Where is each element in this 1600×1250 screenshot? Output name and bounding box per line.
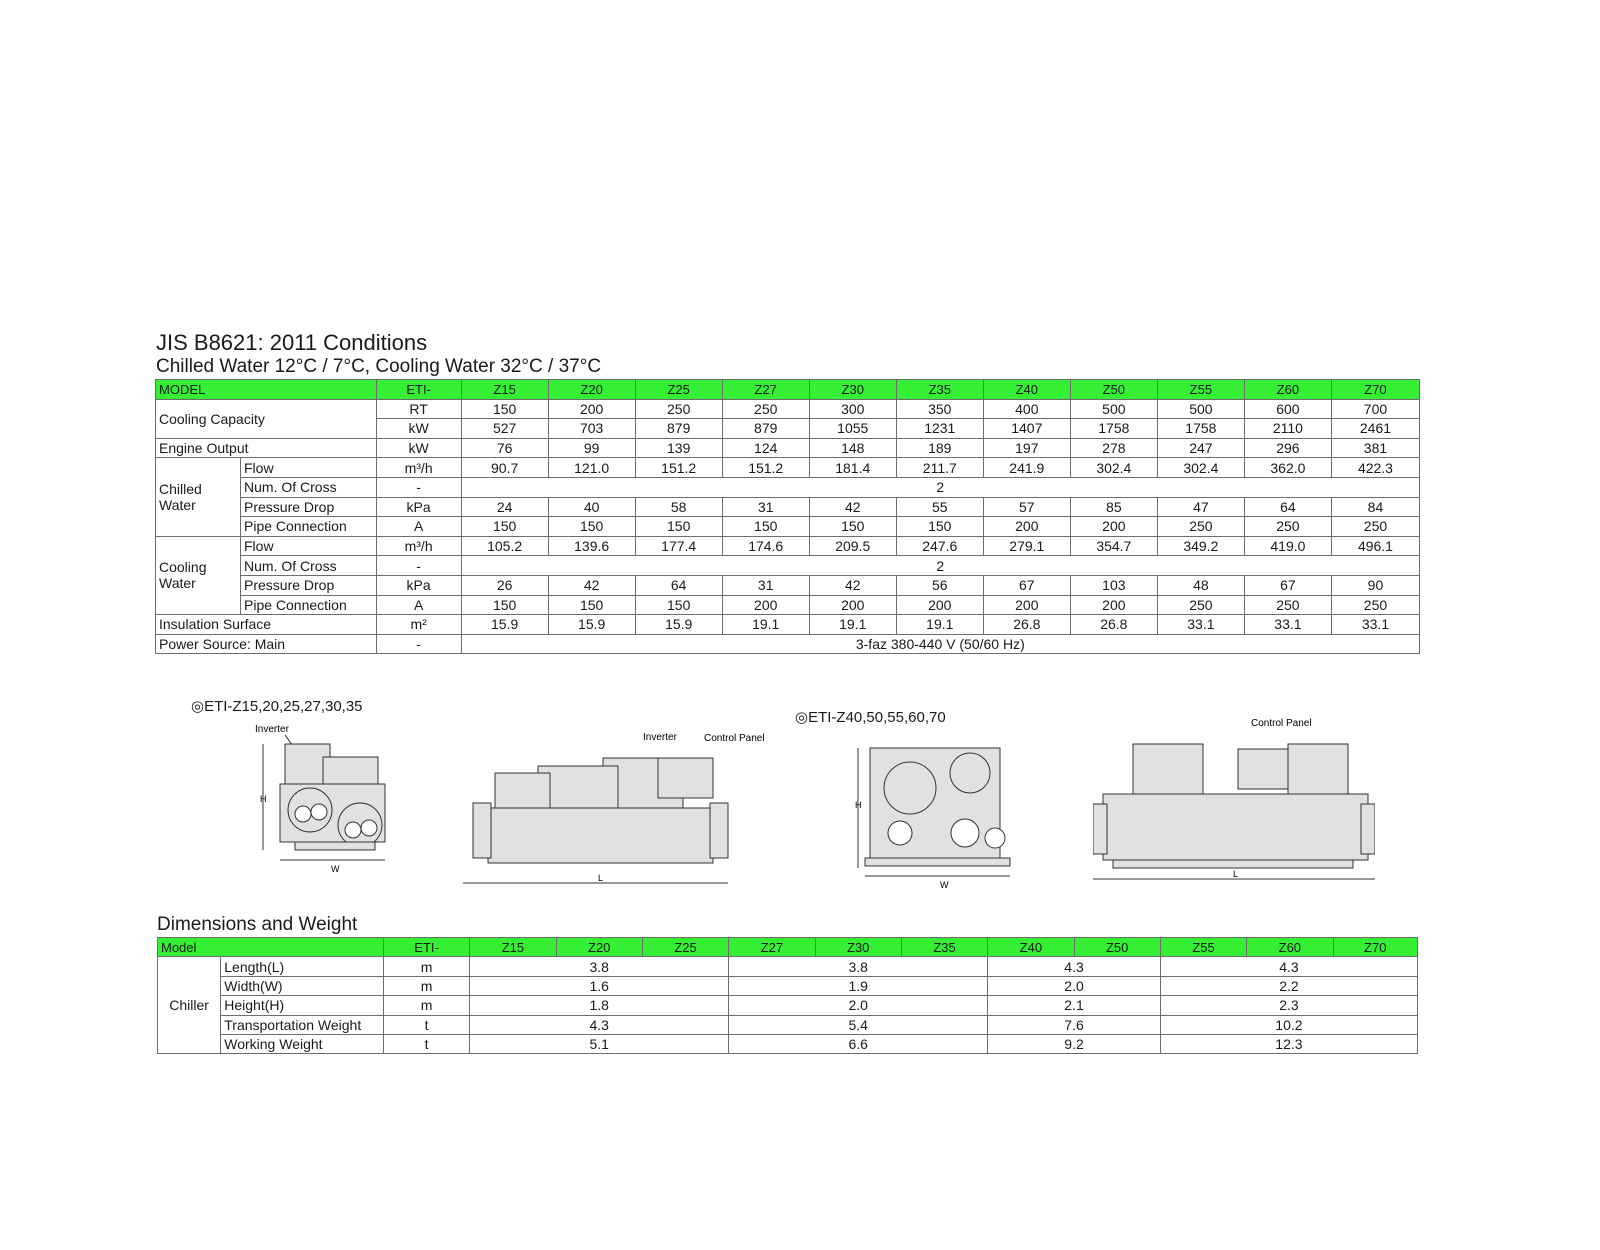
model-header: Model [158, 938, 384, 957]
value-cell: 3.8 [470, 957, 729, 976]
unit-cell: t [383, 1034, 469, 1053]
value-cell: 250 [722, 399, 809, 419]
value-cell: 302.4 [1070, 458, 1157, 478]
model-cell: Z27 [722, 380, 809, 400]
chilled-pressure-drop-row [156, 497, 1420, 517]
value-cell: 200 [548, 399, 635, 419]
value-cell: 33.1 [1244, 615, 1331, 635]
model-cell: Z55 [1157, 380, 1244, 400]
value-cell: 19.1 [722, 615, 809, 635]
value-cell: 58 [635, 497, 722, 517]
value-cell: 33.1 [1331, 615, 1419, 635]
value-cell: 349.2 [1157, 536, 1244, 556]
value-cell: 302.4 [1157, 458, 1244, 478]
value-cell: 15.9 [635, 615, 722, 635]
chilled-pipe-row [156, 517, 1420, 537]
row-label: Pipe Connection [241, 595, 377, 615]
value-cell: 200 [983, 517, 1070, 537]
model-cell: Z50 [1070, 380, 1157, 400]
value-cell: 151.2 [635, 458, 722, 478]
value-cell: 1407 [983, 419, 1070, 439]
unit-cell: m [383, 976, 469, 995]
cooling-capacity-rt-row [156, 399, 1420, 419]
unit-cell: m³/h [376, 458, 461, 478]
value-cell: 3.8 [729, 957, 988, 976]
value-cell: 200 [896, 595, 983, 615]
row-label: Pressure Drop [241, 497, 377, 517]
cooling-flow-row [156, 536, 1420, 556]
model-cell: Z27 [729, 938, 815, 957]
large-chiller-side-view [1093, 714, 1375, 894]
value-cell: 5.1 [470, 1034, 729, 1053]
unit-cell: - [376, 634, 461, 654]
value-cell: 250 [635, 399, 722, 419]
value-cell: 200 [1070, 517, 1157, 537]
value-cell: 150 [461, 595, 548, 615]
value-cell: 189 [896, 438, 983, 458]
value-cell: 90 [1331, 575, 1419, 595]
unit-cell: m² [376, 615, 461, 635]
value-cell: 209.5 [809, 536, 896, 556]
control-panel-callout: Control Panel [1251, 718, 1312, 729]
unit-header: ETI- [376, 380, 461, 400]
value-cell: 124 [722, 438, 809, 458]
value-cell: 879 [722, 419, 809, 439]
value-cell: 400 [983, 399, 1070, 419]
value-cell: 879 [635, 419, 722, 439]
engine-output-label: Engine Output [156, 438, 377, 458]
value-cell: 121.0 [548, 458, 635, 478]
large-chiller-front-view [850, 728, 1025, 893]
value-cell: 40 [548, 497, 635, 517]
width-label: W [940, 880, 949, 890]
value-cell: 26.8 [983, 615, 1070, 635]
value-cell: 241.9 [983, 458, 1070, 478]
value-cell: 85 [1070, 497, 1157, 517]
value-cell: 67 [1244, 575, 1331, 595]
unit-cell: - [376, 477, 461, 497]
value-cell: 211.7 [896, 458, 983, 478]
unit-cell: kPa [376, 575, 461, 595]
model-cell: Z70 [1331, 380, 1419, 400]
value-cell: 33.1 [1157, 615, 1244, 635]
inverter-callout: Inverter [255, 724, 289, 735]
unit-cell: RT [376, 399, 461, 419]
cooling-capacity-label: Cooling Capacity [156, 399, 377, 438]
drawing-group1-title: ◎ETI-Z15,20,25,27,30,35 [191, 698, 363, 715]
cooling-pipe-row [156, 595, 1420, 615]
height-label: H [260, 794, 267, 804]
value-cell: 150 [635, 517, 722, 537]
value-cell: 24 [461, 497, 548, 517]
value-cell: 31 [722, 497, 809, 517]
value-cell: 2.2 [1160, 976, 1417, 995]
drawing-group2-title: ◎ETI-Z40,50,55,60,70 [795, 709, 946, 726]
value-cell: 150 [548, 595, 635, 615]
model-cell: Z60 [1244, 380, 1331, 400]
row-label: Flow [241, 458, 377, 478]
value-cell: 278 [1070, 438, 1157, 458]
small-chiller-side-view [463, 728, 793, 893]
value-cell: 354.7 [1070, 536, 1157, 556]
value-cell: 1758 [1157, 419, 1244, 439]
value-cell: 250 [1244, 595, 1331, 615]
value-cell: 150 [809, 517, 896, 537]
length-row [158, 957, 1418, 976]
value-cell: 279.1 [983, 536, 1070, 556]
row-label: Pipe Connection [241, 517, 377, 537]
control-panel-callout: Control Panel [704, 733, 765, 744]
power-source-value: 3-faz 380-440 V (50/60 Hz) [461, 634, 1419, 654]
value-cell: 250 [1331, 595, 1419, 615]
value-cell: 2110 [1244, 419, 1331, 439]
spec-header-row [156, 380, 1420, 400]
value-cell: 2.0 [988, 976, 1161, 995]
model-cell: Z30 [809, 380, 896, 400]
value-cell: 247 [1157, 438, 1244, 458]
value-cell: 42 [809, 497, 896, 517]
value-cell: 1231 [896, 419, 983, 439]
value-cell: 64 [1244, 497, 1331, 517]
small-chiller-front-view [255, 722, 405, 892]
value-cell: 139 [635, 438, 722, 458]
row-label: Working Weight [221, 1034, 384, 1053]
model-cell: Z25 [642, 938, 728, 957]
value-cell: 7.6 [988, 1015, 1161, 1034]
value-cell: 2.1 [988, 996, 1161, 1015]
dimensions-title: Dimensions and Weight [157, 914, 358, 935]
model-cell: Z35 [901, 938, 987, 957]
merged-value-cell: 2 [461, 477, 1419, 497]
value-cell: 31 [722, 575, 809, 595]
value-cell: 419.0 [1244, 536, 1331, 556]
row-label: Length(L) [221, 957, 384, 976]
unit-cell: A [376, 517, 461, 537]
value-cell: 2.3 [1160, 996, 1417, 1015]
model-cell: Z25 [635, 380, 722, 400]
chiller-group-label: Chiller [158, 957, 221, 1054]
value-cell: 12.3 [1160, 1034, 1417, 1053]
unit-cell: - [376, 556, 461, 576]
value-cell: 1.8 [470, 996, 729, 1015]
model-cell: Z20 [556, 938, 642, 957]
value-cell: 200 [722, 595, 809, 615]
value-cell: 90.7 [461, 458, 548, 478]
dims-header-row [158, 938, 1418, 957]
value-cell: 700 [1331, 399, 1419, 419]
value-cell: 181.4 [809, 458, 896, 478]
value-cell: 247.6 [896, 536, 983, 556]
value-cell: 47 [1157, 497, 1244, 517]
value-cell: 527 [461, 419, 548, 439]
value-cell: 139.6 [548, 536, 635, 556]
water-conditions-subtitle: Chilled Water 12°C / 7°C, Cooling Water 32°C / 37°C [156, 356, 602, 377]
value-cell: 4.3 [1160, 957, 1417, 976]
value-cell: 1.6 [470, 976, 729, 995]
row-label: Flow [241, 536, 377, 556]
height-label: H [855, 800, 862, 810]
value-cell: 1758 [1070, 419, 1157, 439]
unit-cell: m³/h [376, 536, 461, 556]
value-cell: 4.3 [470, 1015, 729, 1034]
value-cell: 422.3 [1331, 458, 1419, 478]
value-cell: 151.2 [722, 458, 809, 478]
dimensions-table [157, 937, 1418, 1054]
transportation-weight-row [158, 1015, 1418, 1034]
value-cell: 15.9 [548, 615, 635, 635]
length-label: L [598, 873, 604, 883]
chilled-water-group-label: Chilled Water [156, 458, 241, 536]
value-cell: 250 [1244, 517, 1331, 537]
height-row [158, 996, 1418, 1015]
value-cell: 174.6 [722, 536, 809, 556]
model-cell: Z50 [1074, 938, 1160, 957]
value-cell: 150 [461, 517, 548, 537]
value-cell: 103 [1070, 575, 1157, 595]
conditions-title: JIS B8621: 2011 Conditions [156, 330, 428, 355]
row-label: Num. Of Cross [241, 477, 377, 497]
cooling-water-group-label: Cooling Water [156, 536, 241, 614]
value-cell: 362.0 [1244, 458, 1331, 478]
value-cell: 150 [548, 517, 635, 537]
value-cell: 5.4 [729, 1015, 988, 1034]
chilled-cross-row [156, 477, 1420, 497]
value-cell: 64 [635, 575, 722, 595]
width-row [158, 976, 1418, 995]
value-cell: 496.1 [1331, 536, 1419, 556]
model-cell: Z60 [1247, 938, 1333, 957]
insulation-label: Insulation Surface [156, 615, 377, 635]
merged-value-cell: 2 [461, 556, 1419, 576]
model-header: MODEL [156, 380, 377, 400]
value-cell: 48 [1157, 575, 1244, 595]
value-cell: 4.3 [988, 957, 1161, 976]
specification-table [155, 379, 1420, 654]
value-cell: 150 [635, 595, 722, 615]
row-label: Pressure Drop [241, 575, 377, 595]
value-cell: 200 [983, 595, 1070, 615]
value-cell: 105.2 [461, 536, 548, 556]
value-cell: 99 [548, 438, 635, 458]
value-cell: 148 [809, 438, 896, 458]
value-cell: 500 [1070, 399, 1157, 419]
row-label: Width(W) [221, 976, 384, 995]
value-cell: 84 [1331, 497, 1419, 517]
row-label: Transportation Weight [221, 1015, 384, 1034]
insulation-row [156, 615, 1420, 635]
value-cell: 250 [1331, 517, 1419, 537]
cooling-cross-row [156, 556, 1420, 576]
value-cell: 177.4 [635, 536, 722, 556]
row-label: Num. Of Cross [241, 556, 377, 576]
value-cell: 2.0 [729, 996, 988, 1015]
value-cell: 296 [1244, 438, 1331, 458]
inverter-callout: Inverter [643, 732, 677, 743]
model-cell: Z35 [896, 380, 983, 400]
engine-output-row [156, 438, 1420, 458]
value-cell: 150 [461, 399, 548, 419]
value-cell: 703 [548, 419, 635, 439]
value-cell: 600 [1244, 399, 1331, 419]
value-cell: 19.1 [809, 615, 896, 635]
value-cell: 300 [809, 399, 896, 419]
unit-cell: A [376, 595, 461, 615]
value-cell: 76 [461, 438, 548, 458]
value-cell: 42 [548, 575, 635, 595]
model-cell: Z40 [988, 938, 1074, 957]
value-cell: 500 [1157, 399, 1244, 419]
value-cell: 57 [983, 497, 1070, 517]
model-cell: Z20 [548, 380, 635, 400]
value-cell: 19.1 [896, 615, 983, 635]
value-cell: 15.9 [461, 615, 548, 635]
value-cell: 200 [809, 595, 896, 615]
power-source-row [156, 634, 1420, 654]
unit-cell: kPa [376, 497, 461, 517]
model-cell: Z15 [470, 938, 556, 957]
value-cell: 67 [983, 575, 1070, 595]
width-label: W [331, 864, 340, 874]
cooling-pressure-drop-row [156, 575, 1420, 595]
unit-header: ETI- [383, 938, 469, 957]
value-cell: 9.2 [988, 1034, 1161, 1053]
value-cell: 10.2 [1160, 1015, 1417, 1034]
model-cell: Z70 [1333, 938, 1417, 957]
power-source-label: Power Source: Main [156, 634, 377, 654]
unit-cell: kW [376, 419, 461, 439]
value-cell: 55 [896, 497, 983, 517]
value-cell: 56 [896, 575, 983, 595]
value-cell: 1055 [809, 419, 896, 439]
value-cell: 2461 [1331, 419, 1419, 439]
model-cell: Z30 [815, 938, 901, 957]
value-cell: 250 [1157, 517, 1244, 537]
value-cell: 250 [1157, 595, 1244, 615]
value-cell: 150 [722, 517, 809, 537]
chilled-flow-row [156, 458, 1420, 478]
value-cell: 150 [896, 517, 983, 537]
value-cell: 381 [1331, 438, 1419, 458]
unit-cell: m [383, 996, 469, 1015]
length-label: L [1233, 869, 1239, 879]
row-label: Height(H) [221, 996, 384, 1015]
unit-cell: kW [376, 438, 461, 458]
value-cell: 1.9 [729, 976, 988, 995]
value-cell: 350 [896, 399, 983, 419]
model-cell: Z40 [983, 380, 1070, 400]
model-cell: Z15 [461, 380, 548, 400]
unit-cell: m [383, 957, 469, 976]
value-cell: 6.6 [729, 1034, 988, 1053]
value-cell: 200 [1070, 595, 1157, 615]
value-cell: 26 [461, 575, 548, 595]
value-cell: 26.8 [1070, 615, 1157, 635]
unit-cell: t [383, 1015, 469, 1034]
working-weight-row [158, 1034, 1418, 1053]
model-cell: Z55 [1160, 938, 1246, 957]
value-cell: 197 [983, 438, 1070, 458]
value-cell: 42 [809, 575, 896, 595]
